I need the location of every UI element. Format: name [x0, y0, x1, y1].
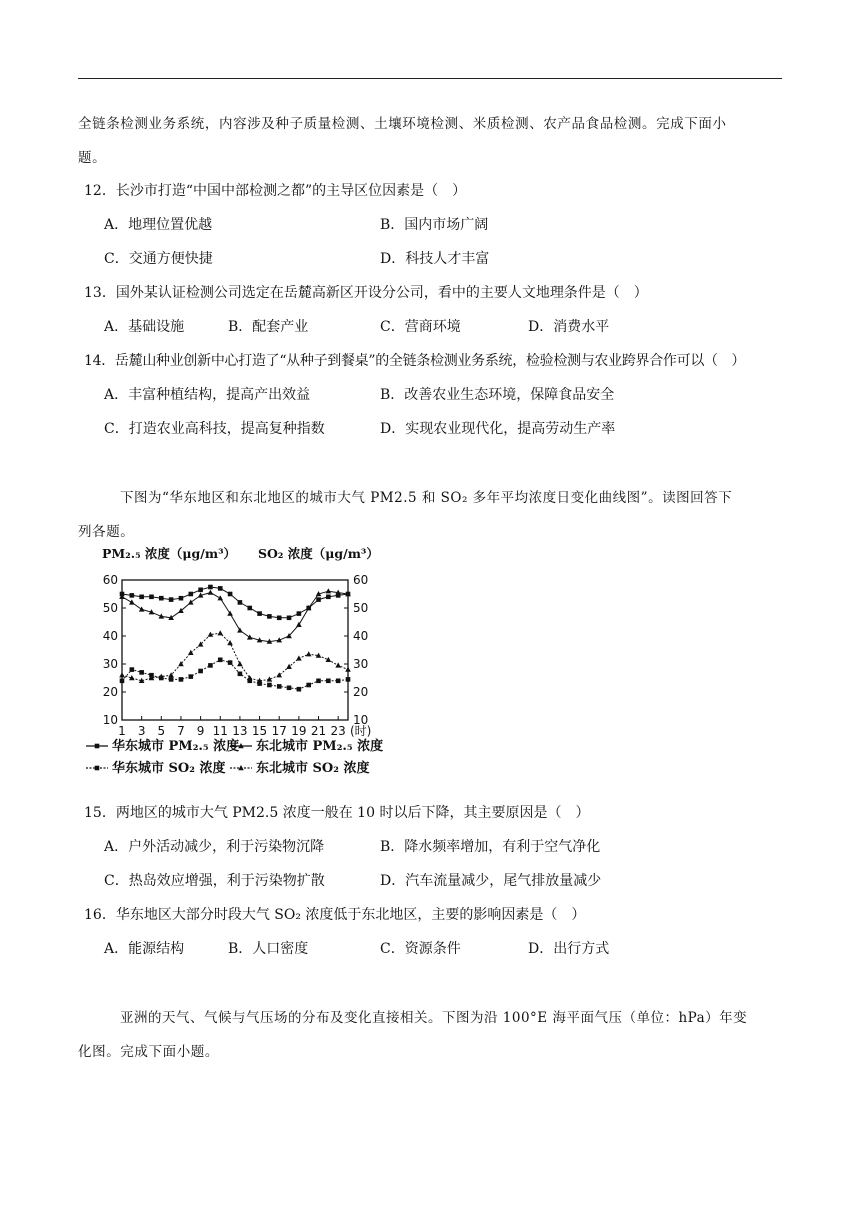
question-16-option-b[interactable]: B．人口密度	[228, 941, 309, 957]
x-tick-label: 1	[118, 724, 126, 738]
data-point	[139, 595, 144, 600]
chart-svg	[82, 540, 400, 790]
data-point	[346, 677, 351, 682]
data-point	[345, 667, 351, 672]
legend-label: 华东城市 SO₂ 浓度	[112, 761, 226, 776]
data-point	[169, 677, 174, 682]
header-rule	[78, 78, 782, 79]
legend-item	[230, 760, 369, 776]
data-point	[238, 600, 243, 605]
question-15-option-a[interactable]: A．户外活动减少，利于污染物沉降	[104, 839, 325, 855]
data-point	[326, 595, 331, 600]
data-point	[130, 667, 135, 672]
chart-legend	[86, 738, 383, 776]
data-point	[218, 658, 223, 663]
question-13-option-b[interactable]: B．配套产业	[228, 319, 309, 335]
data-point	[188, 599, 194, 604]
legend-item	[230, 738, 383, 754]
right-tick-label: 60	[353, 573, 369, 587]
data-point	[188, 650, 194, 655]
data-point	[228, 592, 233, 597]
left-tick-label: 50	[102, 601, 118, 615]
data-point	[120, 679, 125, 684]
data-point	[159, 596, 164, 601]
data-point	[188, 674, 193, 679]
question-12-option-d[interactable]: D．科技人才丰富	[380, 251, 490, 267]
right-tick-label: 40	[353, 629, 369, 643]
x-tick-label: 19	[291, 724, 307, 738]
question-14-option-a[interactable]: A．丰富种植结构，提高产出效益	[104, 387, 311, 403]
data-point	[296, 622, 302, 627]
data-point	[297, 687, 302, 692]
legend-label: 东北城市 PM₂.₅ 浓度	[256, 739, 384, 754]
data-point	[267, 614, 272, 619]
data-point	[297, 611, 302, 616]
left-tick-label: 20	[102, 685, 118, 699]
data-point	[287, 686, 292, 691]
series-line	[122, 633, 348, 681]
intro-paragraph-3-line-2: 化图。完成下面小题。	[78, 1044, 219, 1060]
data-point	[217, 595, 223, 600]
x-axis-unit: (时)	[350, 724, 372, 738]
data-point	[130, 593, 135, 598]
question-12-option-c[interactable]: C．交通方便快捷	[104, 251, 213, 267]
data-point	[129, 599, 135, 604]
series-1	[119, 588, 351, 644]
data-point	[188, 592, 193, 597]
question-12-option-a[interactable]: A．地理位置优越	[104, 217, 213, 233]
data-point	[335, 662, 341, 667]
data-point	[277, 684, 282, 689]
legend-marker	[95, 766, 100, 771]
question-13-option-a[interactable]: A．基础设施	[104, 319, 185, 335]
data-point	[119, 672, 125, 677]
question-15-option-d[interactable]: D．汽车流量减少，尾气排放量减少	[380, 873, 602, 889]
right-tick-label: 50	[353, 601, 369, 615]
right-tick-label: 20	[353, 685, 369, 699]
data-point	[336, 679, 341, 684]
question-15-stem: 15．两地区的城市大气 PM2.5 浓度一般在 10 时以后下降，其主要原因是（ ）	[84, 805, 590, 821]
question-14-option-d[interactable]: D．实现农业现代化，提高劳动生产率	[380, 421, 616, 437]
data-point	[139, 606, 145, 611]
legend-item	[86, 738, 239, 754]
data-point	[277, 616, 282, 621]
left-tick-label: 30	[102, 657, 118, 671]
x-tick-label: 9	[196, 724, 205, 738]
x-tick-label: 21	[310, 724, 327, 738]
intro-paragraph-2-line-1: 下图为“华东地区和东北地区的城市大气 PM2.5 和 SO₂ 多年平均浓度日变化曲线图”。读图回答下	[120, 490, 733, 506]
data-point	[306, 651, 312, 656]
data-point	[237, 661, 243, 666]
question-16-option-d[interactable]: D．出行方式	[528, 941, 610, 957]
series-3	[119, 630, 351, 683]
data-point	[217, 630, 223, 635]
x-tick-label: 23	[330, 724, 346, 738]
question-16-option-c[interactable]: C．资源条件	[380, 941, 461, 957]
question-15-option-b[interactable]: B．降水频率增加，有利于空气净化	[380, 839, 601, 855]
legend-item	[86, 760, 225, 776]
x-tick-label: 7	[177, 724, 185, 738]
data-point	[247, 606, 252, 611]
question-13-option-c[interactable]: C．营商环境	[380, 319, 461, 335]
data-point	[198, 588, 203, 593]
question-14-option-b[interactable]: B．改善农业生态环境，保障食品安全	[380, 387, 615, 403]
data-point	[179, 677, 184, 682]
data-point	[179, 596, 184, 601]
left-tick-label: 40	[102, 629, 118, 643]
question-14-option-c[interactable]: C．打造农业高科技，提高复种指数	[104, 421, 325, 437]
x-tick-label: 5	[157, 724, 166, 738]
data-point	[208, 663, 213, 668]
data-point	[139, 670, 144, 675]
series-layer	[119, 585, 351, 692]
right-tick-label: 30	[353, 657, 369, 671]
legend-label: 东北城市 SO₂ 浓度	[256, 761, 370, 776]
data-point	[198, 669, 203, 674]
data-point	[316, 679, 321, 684]
pollution-daily-chart	[82, 540, 400, 790]
intro-paragraph-3-line-1: 亚洲的天气、气候与气压场的分布及变化直接相关。下图为沿 100°E 海平面气压（单位：hPa）年变	[120, 1010, 748, 1026]
data-point	[149, 595, 154, 600]
right-axis-title: SO₂ 浓度（μg/m³）	[258, 546, 379, 561]
left-axis-title: PM₂.₅ 浓度（μg/m³）	[102, 546, 237, 561]
intro-paragraph-2-line-2: 列各题。	[78, 524, 135, 540]
legend-label: 华东城市 PM₂.₅ 浓度	[112, 739, 240, 754]
legend-marker	[95, 744, 100, 749]
left-tick-label: 10	[102, 713, 118, 727]
x-tick-label: 17	[271, 724, 287, 738]
right-tick-label: 10	[353, 713, 369, 727]
question-14-stem: 14．岳麓山种业创新中心打造了“从种子到餐桌”的全链条检测业务系统，检验检测与农业跨界合作可以（ ）	[84, 353, 746, 369]
data-point	[306, 683, 311, 688]
data-point	[296, 655, 302, 660]
question-15-option-c[interactable]: C．热岛效应增强，利于污染物扩散	[104, 873, 325, 889]
data-point	[237, 627, 243, 632]
question-13-stem: 13．国外某认证检测公司选定在岳麓高新区开设分公司，看中的主要人文地理条件是（ ）	[84, 285, 648, 301]
series-0	[120, 585, 351, 620]
x-tick-label: 11	[212, 724, 228, 738]
data-point	[169, 597, 174, 602]
legend-marker	[238, 765, 244, 770]
intro-paragraph-1-line-2: 题。	[78, 150, 107, 166]
series-line	[122, 660, 348, 689]
data-point	[208, 585, 213, 590]
data-point	[238, 672, 243, 677]
question-13-option-d[interactable]: D．消费水平	[528, 319, 610, 335]
data-point	[218, 586, 223, 591]
series-line	[122, 587, 348, 618]
intro-paragraph-1-line-1: 全链条检测业务系统，内容涉及种子质量检测、土壤环境检测、米质检测、农产品食品检测。完成下面小	[78, 116, 727, 132]
x-tick-label: 3	[137, 724, 146, 738]
data-point	[228, 660, 233, 665]
data-point	[247, 634, 253, 639]
left-tick-label: 60	[102, 573, 118, 587]
question-12-option-b[interactable]: B．国内市场广阔	[380, 217, 489, 233]
data-point	[326, 588, 332, 593]
question-12-stem: 12．长沙市打造“中国中部检测之都”的主导区位因素是（ ）	[84, 183, 467, 199]
data-point	[316, 597, 321, 602]
series-2	[120, 658, 351, 692]
data-point	[326, 679, 331, 684]
question-16-option-a[interactable]: A．能源结构	[104, 941, 185, 957]
data-point	[257, 611, 262, 616]
question-16-stem: 16．华东地区大部分时段大气 SO₂ 浓度低于东北地区，主要的影响因素是（ ）	[84, 907, 586, 923]
x-tick-label: 13	[232, 724, 248, 738]
data-point	[287, 616, 292, 621]
data-point	[267, 683, 272, 688]
data-point	[208, 590, 214, 595]
x-tick-label: 15	[251, 724, 268, 738]
